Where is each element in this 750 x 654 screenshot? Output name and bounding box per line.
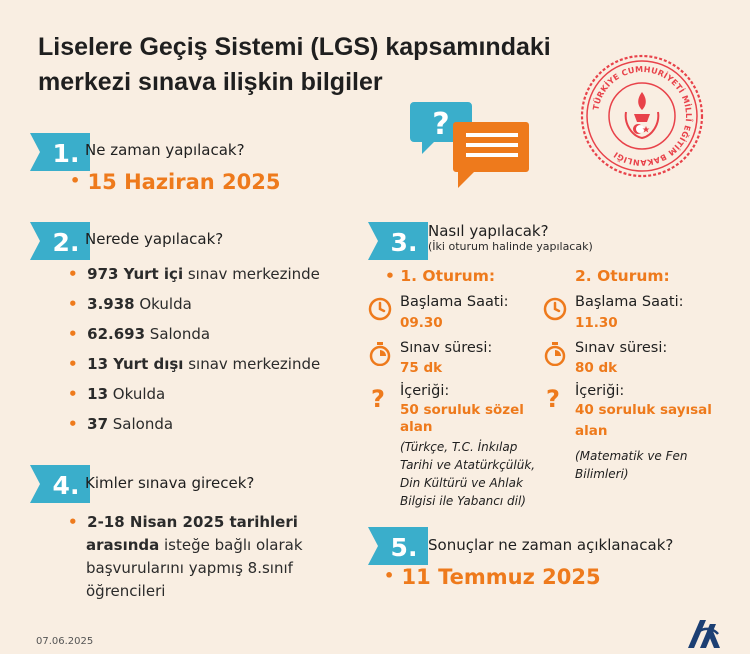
section-1-number-tag (30, 133, 90, 171)
session-1-title: • 1. Oturum: (385, 267, 496, 285)
list-item-text: sınav merkezinde (183, 355, 321, 373)
seal-text: TÜRKİYE CUMHURİYETİ MİLLÎ EĞİTİM BAKANLIĞI (591, 64, 694, 168)
session-1-note-line: (Türkçe, T.C. İnkılap (400, 440, 518, 454)
section-4-line-4: öğrencileri (86, 582, 166, 600)
list-item: • 37 Salonda (68, 415, 174, 433)
section-2-number: 2. (52, 228, 80, 257)
list-item-bold: 37 (87, 415, 109, 433)
section-3-question: Nasıl yapılacak? (428, 222, 549, 240)
session-1-note-line: Tarihi ve Atatürkçülük, (400, 458, 536, 472)
list-item-bold: 13 (87, 385, 109, 403)
list-item: • 13 Okulda (68, 385, 166, 403)
list-item-text: Salonda (145, 325, 211, 343)
section-4-number: 4. (52, 471, 80, 500)
section-3-subtitle: (İki oturum halinde yapılacak) (428, 240, 593, 253)
section-5-number: 5. (390, 533, 418, 562)
list-item-text: sınav merkezinde (183, 265, 320, 283)
list-item-bold: 13 Yurt dışı (87, 355, 184, 373)
section-1-answer-text: 15 Haziran 2025 (87, 170, 281, 194)
clock-icon (543, 297, 567, 321)
session-2-note-line: (Matematik ve Fen (575, 449, 688, 463)
session-2-note (575, 447, 688, 483)
session-2-note-line: Bilimleri) (575, 467, 629, 481)
section-5-answer: • 11 Temmuz 2025 (384, 565, 601, 589)
section-1-answer: • 15 Haziran 2025 (70, 170, 281, 194)
ministry-seal (578, 52, 706, 180)
footer-date: 07.06.2025 (36, 636, 94, 647)
section-5-number-tag (368, 527, 428, 565)
session-1-content-value-1: 50 soruluk sözel (400, 402, 524, 418)
session-2-title: 2. Oturum: (575, 267, 670, 285)
session-1-start-value: 09.30 (400, 315, 443, 331)
section-4-line-2-bold: arasında (86, 536, 160, 554)
session-1-duration-label: Sınav süresi: (400, 340, 493, 356)
list-item: • 13 Yurt dışı sınav merkezinde (68, 355, 321, 373)
section-2-number-tag (30, 222, 90, 260)
session-2-content-label: İçeriği: (575, 383, 625, 399)
session-1-content-value-2: alan (400, 419, 433, 435)
section-3-number-tag (368, 222, 428, 260)
question-mark-icon: ? (371, 385, 385, 413)
session-1-note-line: Bilgisi ile Yabancı dil) (400, 494, 526, 508)
session-1-note (400, 438, 535, 510)
aa-logo (686, 616, 722, 650)
list-item: • 62.693 Salonda (68, 325, 211, 343)
list-item: • 973 Yurt içi sınav merkezinde (68, 265, 320, 283)
section-5-question: Sonuçlar ne zaman açıklanacak? (428, 536, 674, 554)
session-2-start-value: 11.30 (575, 315, 618, 331)
session-1-duration-value: 75 dk (400, 360, 443, 376)
section-3-number: 3. (390, 228, 418, 257)
stopwatch-icon (368, 342, 392, 366)
session-1-start-label: Başlama Saati: (400, 294, 509, 310)
section-4-line-1: 2-18 Nisan 2025 tarihleri (87, 513, 298, 531)
section-1-question: Ne zaman yapılacak? (85, 141, 245, 159)
session-2-start-label: Başlama Saati: (575, 294, 684, 310)
session-2-content-value-1: 40 soruluk sayısal (575, 402, 712, 418)
session-2-duration-value: 80 dk (575, 360, 618, 376)
title-line-1: Liselere Geçiş Sistemi (LGS) kapsamındaki (38, 33, 551, 61)
question-mark-icon: ? (546, 385, 560, 413)
session-2-content-value-2: alan (575, 423, 608, 439)
list-item-bold: 62.693 (87, 325, 146, 343)
chat-bubbles-icon (410, 100, 530, 192)
section-5-answer-text: 11 Temmuz 2025 (401, 565, 601, 589)
page-title (38, 30, 578, 100)
session-1-content-label: İçeriği: (400, 383, 450, 399)
svg-text:?: ? (432, 107, 450, 142)
list-item-bold: 973 Yurt içi (87, 265, 184, 283)
clock-icon (368, 297, 392, 321)
stopwatch-icon (543, 342, 567, 366)
section-4-answer: • 2-18 Nisan 2025 tarihleri arasında isteğe bağlı olarak başvurularını yapmış 8.sınıf öğrencileri (68, 511, 303, 603)
list-item: • 3.938 Okulda (68, 295, 192, 313)
list-item-text: Okulda (108, 385, 166, 403)
section-4-question: Kimler sınava girecek? (85, 474, 255, 492)
list-item-text: Salonda (108, 415, 174, 433)
session-1-title-text: 1. Oturum: (400, 267, 496, 285)
list-item-bold: 3.938 (87, 295, 135, 313)
section-2-question: Nerede yapılacak? (85, 230, 224, 248)
section-4-number-tag (30, 465, 90, 503)
section-4-line-3: başvurularını yapmış 8.sınıf (86, 559, 293, 577)
aa-logo-text: AA (704, 628, 706, 629)
title-line-2: merkezi sınava ilişkin bilgiler (38, 68, 383, 96)
session-2-duration-label: Sınav süresi: (575, 340, 668, 356)
section-4-line-2-text: isteğe bağlı olarak (159, 536, 303, 554)
list-item-text: Okulda (134, 295, 192, 313)
section-1-number: 1. (52, 139, 80, 168)
session-1-note-line: Din Kültürü ve Ahlak (400, 476, 523, 490)
